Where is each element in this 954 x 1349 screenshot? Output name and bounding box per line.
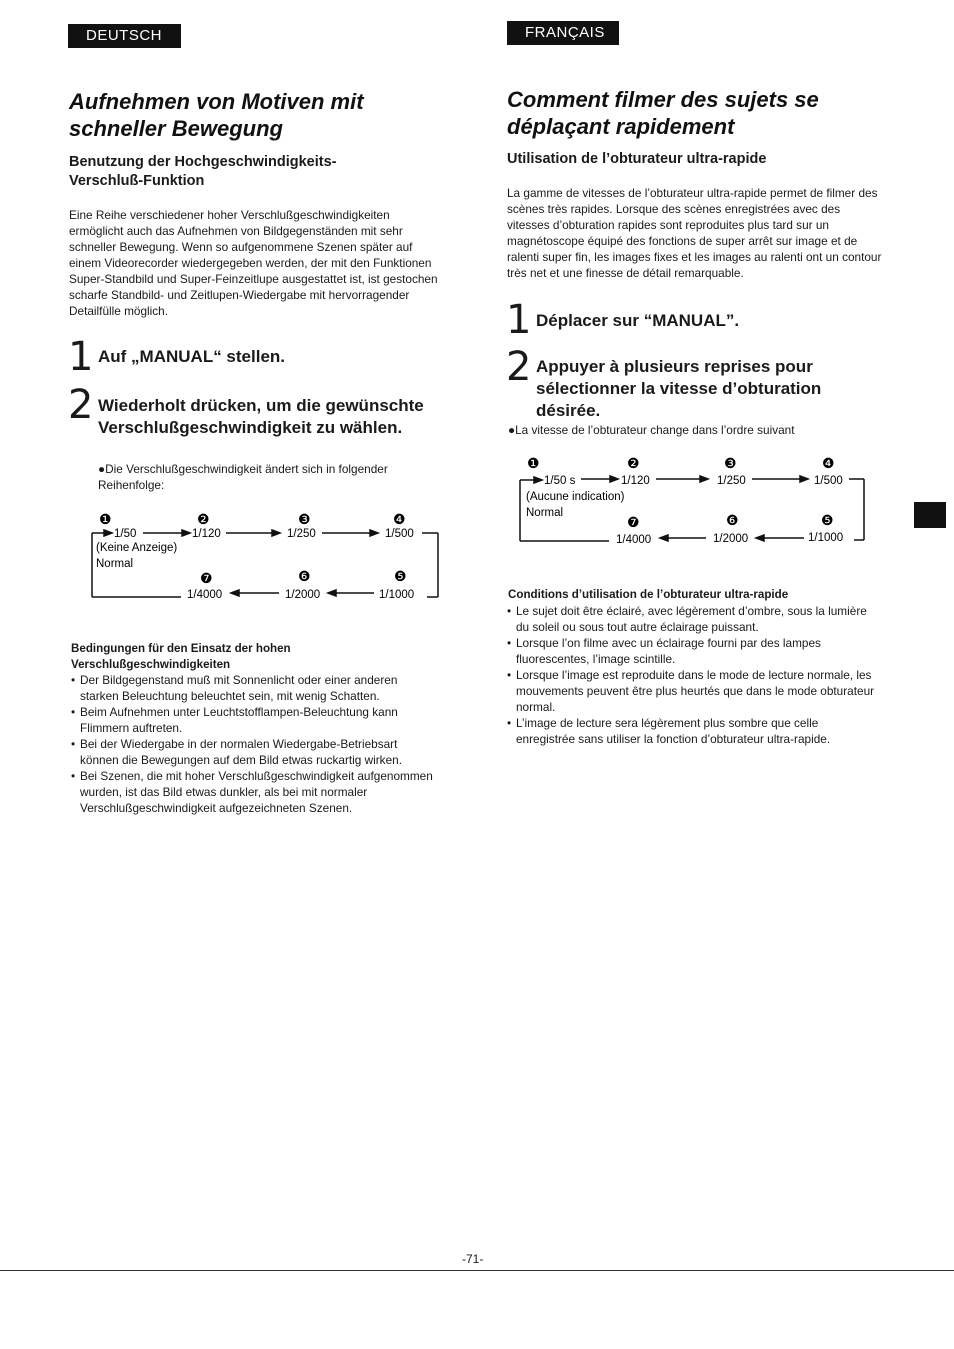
speed-label: 1/500 <box>385 528 414 540</box>
step-2-de <box>68 382 453 495</box>
start-note: (Keine Anzeige) <box>96 542 178 554</box>
marker-1: ❶ <box>527 455 540 471</box>
speed-label: 1/4000 <box>187 589 223 601</box>
speed-label: 1/50 s <box>544 475 576 487</box>
marker-5: ❺ <box>821 512 834 528</box>
start-note: Normal <box>526 507 564 519</box>
start-note: (Aucune indication) <box>526 491 625 503</box>
start-note: Normal <box>96 558 134 570</box>
list-item: • Der Bildgegenstand muß mit Sonnenlicht oder einer anderen starken Beleuchtung beleuchtet sein, mit wenig Schatten. <box>71 672 436 704</box>
subtitle-de: Benutzung der Hochgeschwindigkeits-Verschluß-Funktion <box>69 154 337 189</box>
speed-label: 1/50 <box>114 528 137 540</box>
page-number: -71- <box>462 1252 484 1266</box>
step-2-fr <box>506 344 891 442</box>
speed-label: 1/2000 <box>285 589 321 601</box>
step-text: Wiederholt drücken, um die gewünschte Verschlußgeschwindigkeit zu wählen. <box>98 396 424 437</box>
marker-7: ❼ <box>200 570 213 586</box>
step-number: 1 <box>68 334 94 380</box>
list-item: • Bei der Wiedergabe in der normalen Wiedergabe-Betriebsart können die Bewegungen auf dem Bild etwas ruckartig wirken. <box>71 736 436 768</box>
speed-label: 1/120 <box>621 475 650 487</box>
section-title-de: Aufnehmen von Motiven mit schneller Bewegung <box>69 89 364 141</box>
conditions-title-fr: Conditions d’utilisation de l’obturateur ultra-rapide <box>508 588 789 601</box>
marker-4: ❹ <box>393 511 406 527</box>
speed-label: 1/1000 <box>379 589 415 601</box>
list-item: • Lorsque l’image est reproduite dans le mode de lecture normale, les mouvements peuvent être plus heurtés que dans le mode obturateur normal. <box>507 667 877 715</box>
page-edge-tab-marker <box>914 502 946 528</box>
step-1-fr <box>506 297 886 343</box>
marker-1: ❶ <box>99 511 112 527</box>
marker-6: ❻ <box>298 568 311 584</box>
language-tab-deutsch: DEUTSCH <box>68 24 181 48</box>
marker-4: ❹ <box>822 455 835 471</box>
step-text: Déplacer sur “MANUAL”. <box>536 311 740 330</box>
speed-label: 1/120 <box>192 528 221 540</box>
speed-label: 1/250 <box>717 475 746 487</box>
section-title-fr: Comment filmer des sujets se déplaçant rapidement <box>507 87 819 139</box>
step-text: Auf „MANUAL“ stellen. <box>98 347 285 366</box>
step-number: 1 <box>506 297 532 343</box>
marker-3: ❸ <box>724 455 737 471</box>
speed-label: 1/4000 <box>616 534 652 546</box>
speed-label: 1/2000 <box>713 533 749 545</box>
list-item: • Bei Szenen, die mit hoher Verschlußgeschwindigkeit aufgenommen wurden, ist das Bild etwas dunkler, als bei mit normaler Verschlußgeschwindigkeit aufgezeichneten Szenen. <box>71 768 436 816</box>
speed-label: 1/1000 <box>808 532 844 544</box>
step-1-de <box>68 334 448 380</box>
intro-paragraph-de: Eine Reihe verschiedener hoher Verschlußgeschwindigkeiten ermöglicht auch das Aufnehmen von Bildgegenständen mit sehr schneller Bewegung. Wenn so aufgenommene Szenen später auf einem Videorecorder wiedergegeben werden, der mit den Funktionen Super-Standbild und Super-Feinzeitlupe ausgestattet ist, ist gestochen scharfe Standbild- und Zeitlupen-Wiedergabe mit hervorragender Detailfülle möglich. <box>69 208 438 318</box>
step-text: Appuyer à plusieurs reprises pour sélectionner la vitesse d’obturation désirée. <box>536 357 822 420</box>
speed-label: 1/250 <box>287 528 316 540</box>
shutter-speed-sequence-diagram-de <box>88 505 443 605</box>
step-note: ●Die Verschlußgeschwindigkeit ändert sich in folgender Reihenfolge: <box>98 462 388 492</box>
marker-3: ❸ <box>298 511 311 527</box>
shutter-speed-sequence-diagram-fr <box>516 449 871 549</box>
conditions-list-fr <box>507 603 877 747</box>
sequence-arrows <box>92 530 438 597</box>
step-number: 2 <box>68 382 94 428</box>
marker-2: ❷ <box>197 511 210 527</box>
step-number: 2 <box>506 344 532 390</box>
marker-2: ❷ <box>627 455 640 471</box>
speed-label: 1/500 <box>814 475 843 487</box>
list-item: • L’image de lecture sera légèrement plus sombre que celle enregistrée sans utiliser la fonction d’obturateur ultra-rapide. <box>507 715 877 747</box>
conditions-list-de <box>71 672 436 816</box>
marker-7: ❼ <box>627 514 640 530</box>
footer-divider <box>0 1270 954 1271</box>
list-item: • Le sujet doit être éclairé, avec légèrement d’ombre, sous la lumière du soleil ou sous tout autre éclairage puissant. <box>507 603 877 635</box>
step-note: ●La vitesse de l’obturateur change dans l’ordre suivant <box>508 423 795 437</box>
conditions-title-de: Bedingungen für den Einsatz der hohen Verschlußgeschwindigkeiten <box>71 642 291 671</box>
subtitle-fr: Utilisation de l’obturateur ultra-rapide <box>507 151 767 167</box>
language-tab-francais: FRANÇAIS <box>507 21 619 45</box>
list-item: • Lorsque l’on filme avec un éclairage fourni par des lampes fluorescentes, l’image scintille. <box>507 635 877 667</box>
list-item: • Beim Aufnehmen unter Leuchtstofflampen-Beleuchtung kann Flimmern auftreten. <box>71 704 436 736</box>
marker-5: ❺ <box>394 568 407 584</box>
marker-6: ❻ <box>726 512 739 528</box>
intro-paragraph-fr: La gamme de vitesses de l’obturateur ultra-rapide permet de filmer des scènes très rapides. Lorsque des scènes enregistrées avec des vitesses d’obturation rapides sont reproduites plus tard sur un magnétoscope équipé des fonctions de super arrêt sur image et de ralenti super fin, les images fixes et les images au ralenti ont un contour très net et une finesse de détail remarquable. <box>507 186 882 280</box>
